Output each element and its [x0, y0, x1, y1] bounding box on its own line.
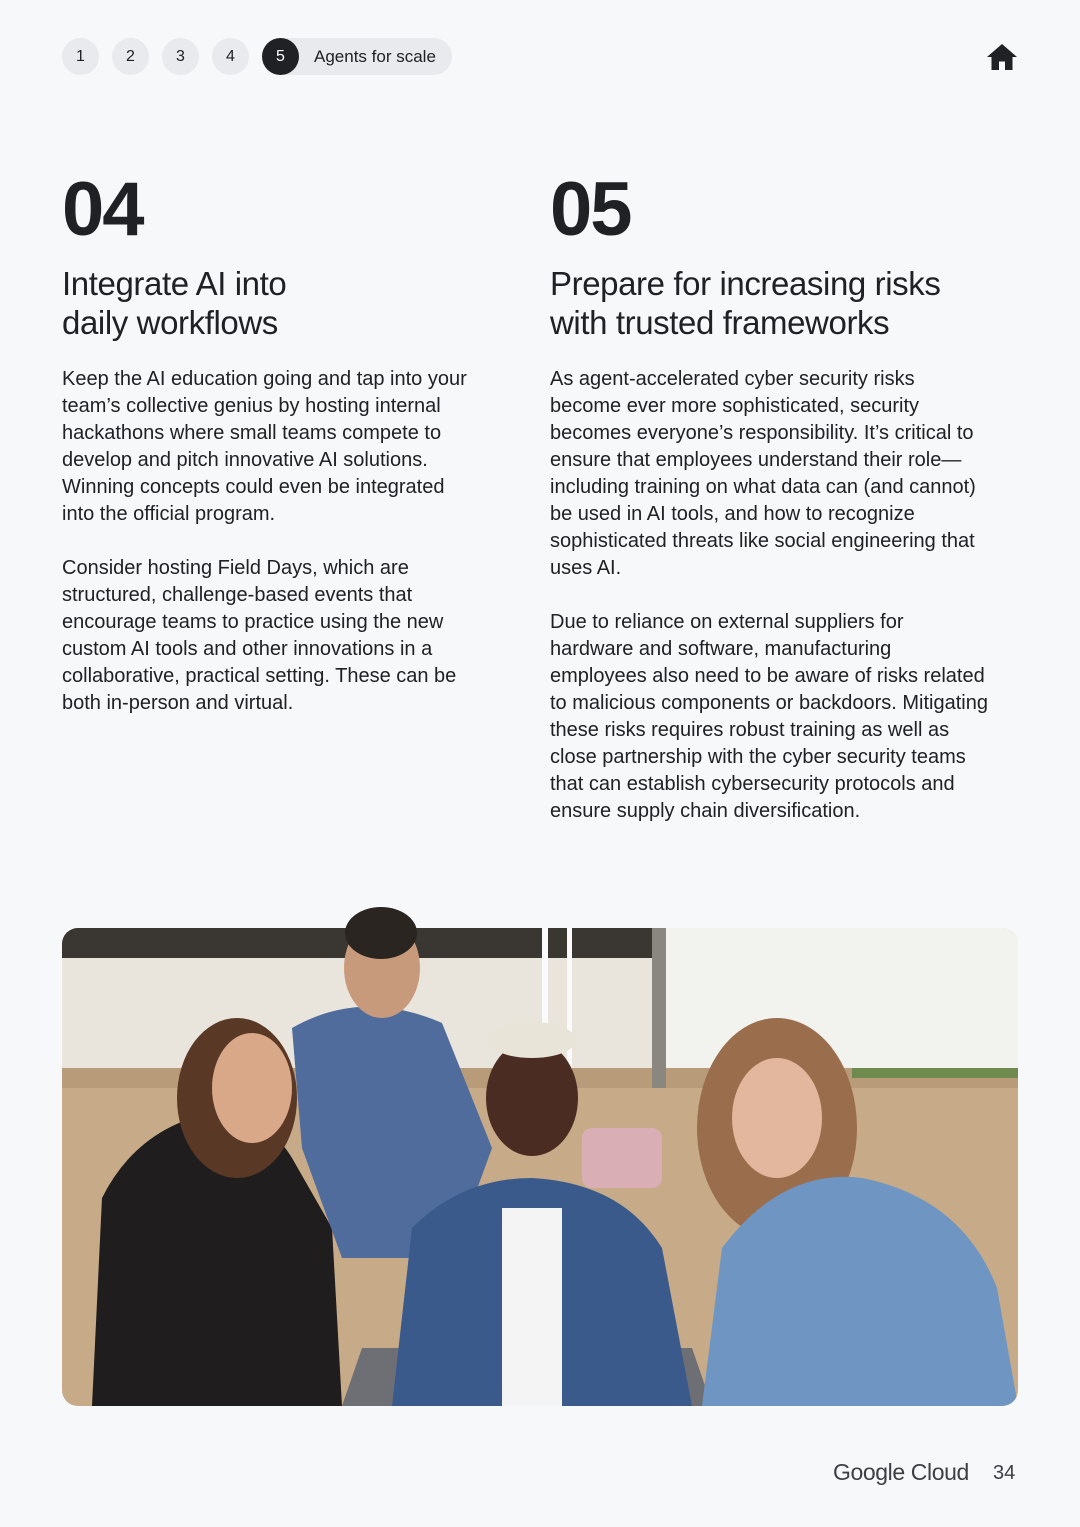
- page-number: 34: [993, 1462, 1016, 1484]
- section-heading-line-1: Integrate AI into: [62, 265, 287, 302]
- nav-step-1[interactable]: 1: [62, 38, 99, 75]
- home-icon[interactable]: [986, 42, 1018, 72]
- body-paragraph: As agent-accelerated cyber security risks become ever more sophisticated, security becomes everyone’s responsibility. It’s critical to ensure that employees understand their role—including training on what data can (and cannot) be used in AI tools, and how to recognize sophisticated threats like social engineering that uses AI.: [550, 368, 976, 579]
- section-04: [62, 168, 482, 744]
- logo-word-google: Google: [833, 1459, 905, 1485]
- nav-current-number: 5: [262, 38, 299, 75]
- section-05: [550, 168, 990, 852]
- google-cloud-logo: [833, 1459, 969, 1486]
- body-paragraph: Due to reliance on external suppliers for hardware and software, manufacturing employees also need to be aware of risks related to malicious components or backdoors. Mitigating these risks requires robust training as well as close partnership with the cyber security teams that can establish cybersecurity protocols and ensure supply chain diversification.: [550, 611, 988, 822]
- section-heading-line-2: daily workflows: [62, 304, 278, 341]
- body-paragraph: Keep the AI education going and tap into your team’s collective genius by hosting internal hackathons where small teams compete to develop and pitch innovative AI solutions. Winning concepts could even be integrated into the official program.: [62, 368, 467, 525]
- photo-overflow-head: [340, 903, 422, 963]
- section-number: 05: [550, 167, 631, 252]
- section-nav: [62, 38, 452, 75]
- section-number: 04: [62, 167, 143, 252]
- nav-step-3[interactable]: 3: [162, 38, 199, 75]
- nav-step-2[interactable]: 2: [112, 38, 149, 75]
- section-body: [62, 366, 482, 717]
- nav-step-4[interactable]: 4: [212, 38, 249, 75]
- section-heading-line-1: Prepare for increasing risks: [550, 265, 941, 302]
- section-heading: [550, 264, 990, 342]
- section-heading-line-2: with trusted frameworks: [550, 304, 890, 341]
- team-photo: [62, 928, 1018, 1406]
- body-paragraph: Consider hosting Field Days, which are structured, challenge-based events that encourage teams to practice using the new custom AI tools and other innovations in a collaborative, practical setting. These can be both in-person and virtual.: [62, 557, 457, 714]
- logo-word-cloud: Cloud: [910, 1459, 969, 1485]
- section-body: [550, 366, 990, 825]
- section-heading: [62, 264, 482, 342]
- nav-step-5-current[interactable]: [262, 38, 452, 75]
- nav-current-label: Agents for scale: [314, 46, 436, 66]
